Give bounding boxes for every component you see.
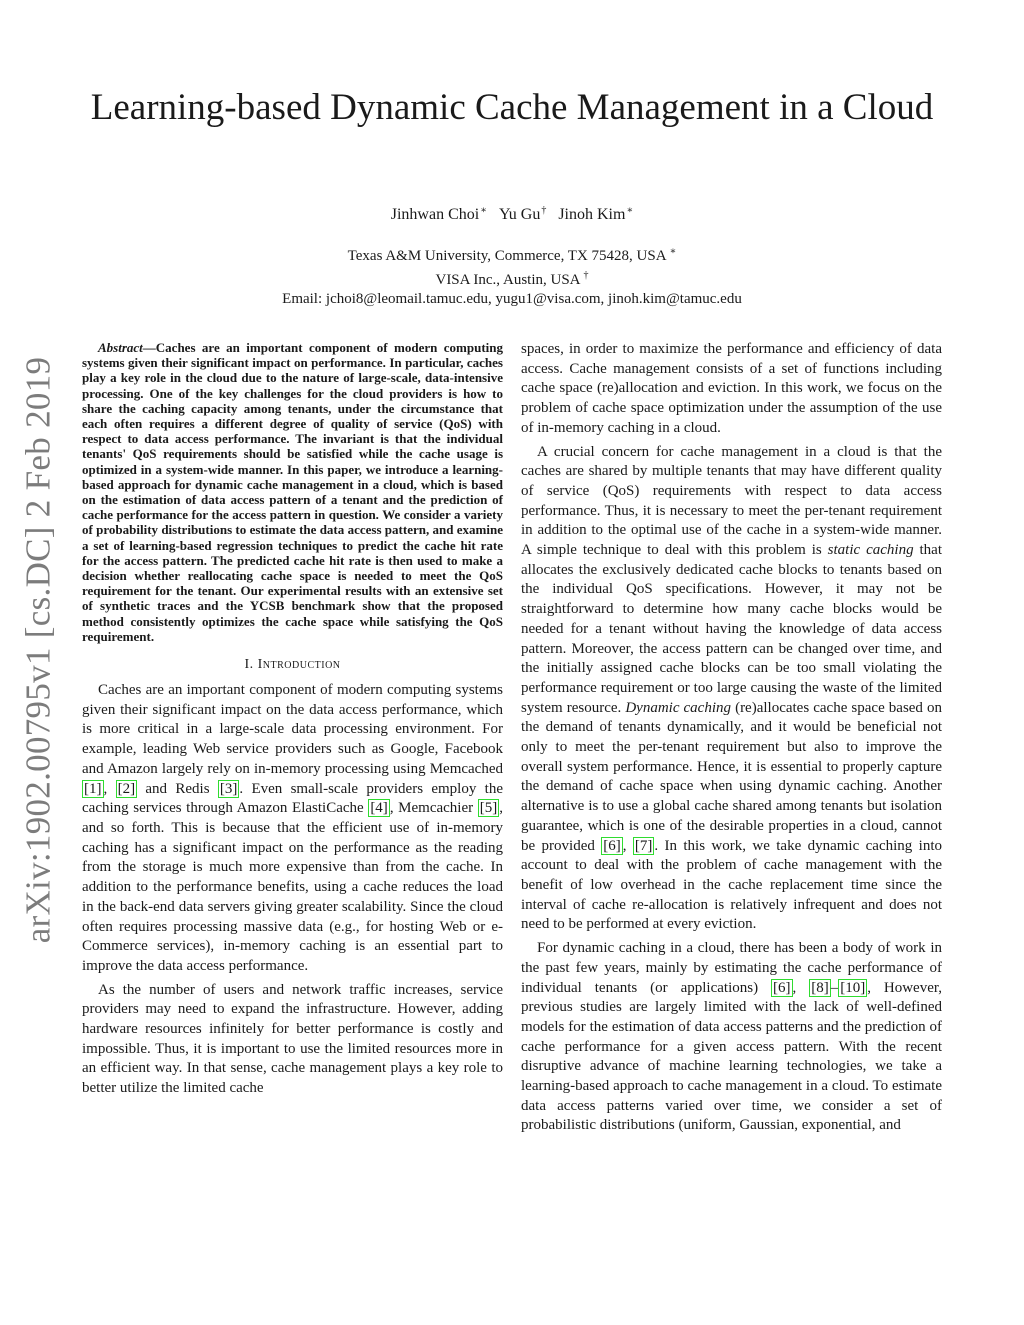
author: Jinoh Kim∗ <box>558 205 634 224</box>
intro-paragraph-3: A crucial concern for cache management in a cloud is that the caches are shared by multiple tenants that may have different quality of service (QoS) requirements with respect to data access performance. Thus, it is necessary to meet the per-tenant requirement in addition to the optimal use of the cache in a system-wide manner. A simple technique to deal with this problem is static caching that allocates the exclusively dedicated cache blocks to tenants based on the individual QoS specifications. However, it may not be straightforward to determine how many cache blocks would be needed for a tenant without having the knowledge of data access pattern. Moreover, the access pattern can be changed over time, and the initially assigned cache blocks can be too small violating the performance requirement or too large causing the waste of the limited system resource. Dynamic caching (re)allocates cache space based on the demand of tenants dynamically, and it would be beneficial not only to meet the per-tenant requirement but also to improve the overall system performance. Hence, it is essential to properly capture the demand of cache space when using dynamic caching. Another alternative is to use a global cache shared among tenants but isolation guarantee, which is one of the desirable properties in a cloud, cannot be provided [6] , [7] . In this work, we take dynamic caching into account to deal with the problem of cache management with the benefit of low overhead in the cache replacement time since the interval of cache re-allocation is relatively infrequent and does not need to be performed at every eviction. <box>521 443 942 933</box>
abstract-text: —Caches are an important component of modern computing systems given their significant impact on performance. In particular, caches play a key role in the cloud due to the nature of large-scale, data-intensive processing. One of the key challenges for the cloud providers is how to share the caching capacity among tenants, under the circumstance that each often requires a different degree of quality of service (QoS) with respect to data access performance. The invariant is that the individual tenants' QoS requirements should be satisfied while the cache usage is optimized in a system-wide manner. In this paper, we introduce a learning-based approach for dynamic cache management in a cloud, which is based on the estimation of data access pattern of a tenant and the prediction of cache performance for the access pattern in question. We consider a variety of probability distributions to estimate the data access pattern, and examine a set of learning-based regression techniques to predict the cache hit rate for the access pattern. The predicted cache hit rate is then used to make a decision whether reallocating cache space is needed to meet the QoS requirement for the tenant. Our experimental results with an extensive set of synthetic traces and the YCSB benchmark show that the proposed method consistently optimizes the cache space while satisfying the QoS requirement. <box>82 340 503 644</box>
affiliations <box>80 242 944 309</box>
citation-link[interactable]: [5] <box>479 800 498 817</box>
author: Jinhwan Choi∗ <box>390 205 487 224</box>
right-column <box>521 340 942 1136</box>
abstract-label: Abstract <box>98 340 143 355</box>
abstract <box>82 340 503 644</box>
left-column <box>82 340 503 1099</box>
citation-link[interactable]: [1] <box>84 780 102 797</box>
arxiv-id: arXiv:1902.00795v1 [cs.DC] 2 Feb 2019 <box>18 356 58 944</box>
citation-link[interactable]: [3] <box>219 780 238 797</box>
section-heading-introduction: I. Introduction <box>244 657 341 673</box>
arxiv-identifier-stamp <box>18 356 58 944</box>
intro-paragraph-2-continued: spaces, in order to maximize the performance and efficiency of data access. Cache management consists of a set of functions including cache space (re)allocation and eviction. In this work, we focus on the problem of cache space optimization under the assumption of the use of in-memory caching in a cloud. <box>521 341 942 436</box>
citation-link[interactable]: [2] <box>117 780 136 797</box>
citation-link[interactable]: [4] <box>370 800 388 817</box>
citation-link[interactable]: [10] <box>840 979 866 996</box>
citation-link[interactable]: [6] <box>603 837 621 854</box>
citation-link[interactable]: [7] <box>634 837 653 854</box>
intro-paragraph-2: As the number of users and network traffic increases, service providers may need to expand the infrastructure. However, adding hardware resources infinitely for better performance is costly and impossible. Thus, it is important to use the limited resources more in an efficient way. In that sense, cache management plays a key role to better utilize the limited cache <box>82 981 503 1097</box>
affiliation: VISA Inc., Austin, USA † <box>435 270 589 288</box>
paper-title: Learning-based Dynamic Cache Management in a Cloud <box>90 87 934 128</box>
intro-paragraph-4: For dynamic caching in a cloud, there has been a body of work in the past few years, mainly by estimating the cache performance of individual tenants (or applications) [6] , [8] – [10] , However, previous studies are largely limited with the lack of well-defined models for the estimation of data access patterns and the prediction of cache performance for a given access pattern. With the recent disruptive advance of machine learning technologies, we take a learning-based approach to cache management in a cloud. To estimate data access patterns varied over time, we consider a set of probabilistic distributions (uniform, Gaussian, exponential, and <box>521 940 943 1134</box>
author-emails: Email: jchoi8@leomail.tamuc.edu, yugu1@visa.com, jinoh.kim@tamuc.edu <box>282 291 742 307</box>
intro-paragraph-1: Caches are an important component of modern computing systems given their significant impact on the data access performance, which is more critical in a large-scale data processing environment. For example, leading Web service providers such as Google, Facebook and Amazon largely rely on in-memory processing using Memcached [1] , [2] and Redis [3] . Even small-scale providers employ the caching services through Amazon ElastiCache [4] , Memcachier [5] , and so forth. This is because that the efficient use of in-memory caching has a significant impact on the performance as the reading from the storage is much more expensive than from the cache. In addition to the performance benefits, using a cache reduces the load in the back-end data servers giving greater scalability. Since the cloud often requires processing massive data (e.g., for hosting Web or e-Commerce services), in-memory caching is an essential part to improve the data access performance. <box>82 682 504 974</box>
citation-link[interactable]: [8] <box>811 979 829 996</box>
affiliation: Texas A&M University, Commerce, TX 75428, USA ∗ <box>347 246 677 264</box>
author: Yu Gu† <box>498 205 547 224</box>
author-list <box>80 200 944 226</box>
citation-link[interactable]: [6] <box>773 979 791 996</box>
